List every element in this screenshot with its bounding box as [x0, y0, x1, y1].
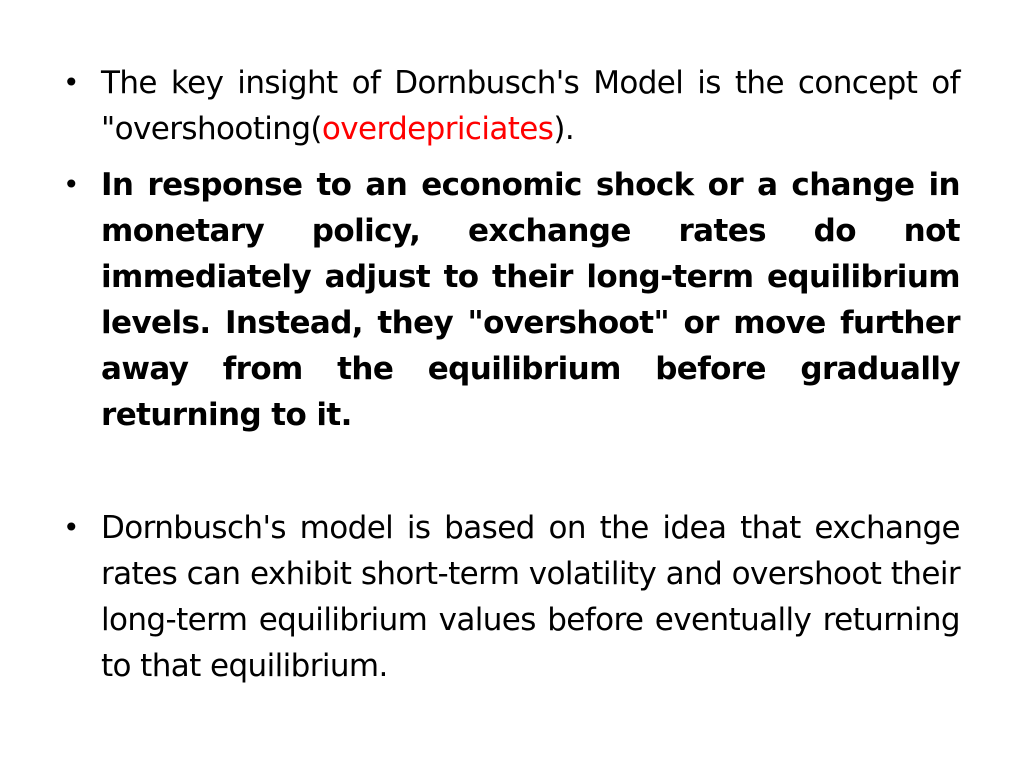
bullet-text: Dornbusch's model is based on the idea that exchange rates can exhibit short-term volatility and overshoot their long-term equilibrium values before eventually returning to that equilibrium. [101, 510, 960, 684]
bullet-text-intro: The key insight of Dornbusch's Model is the concept of "overshooting( [101, 65, 960, 147]
highlight-term: overdepriciates [321, 111, 554, 147]
bullet-text: In response to an economic shock or a change in monetary policy, exchange rates do not immediately adjust to their long-term equilibrium levels. Instead, they "overshoot" or move further away from the equilibrium before gradually returning to it. [101, 167, 960, 433]
bullet-text-end: ). [553, 111, 575, 147]
bullet-text [101, 60, 960, 152]
bullet-dot-icon: • [63, 66, 80, 99]
bullet-dot-icon: • [63, 511, 80, 544]
bullet-dot-icon: • [63, 168, 80, 201]
